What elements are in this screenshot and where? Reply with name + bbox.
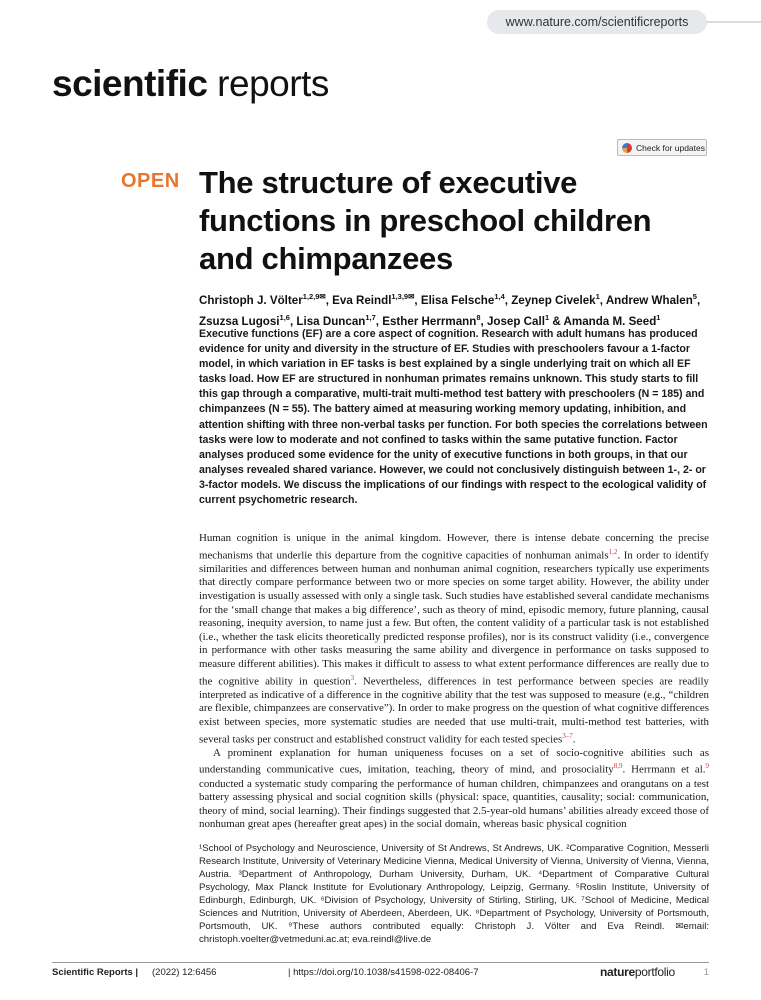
body-text-run: Human cognition is unique in the animal kingdom. However, there is intense debate concerning the precise mechanisms that underlie this departure from the cognitive capacities of nonhuman animals (199, 532, 709, 562)
author-name[interactable]: Josep Call (486, 314, 545, 328)
journal-logo-regular: reports (207, 63, 329, 104)
author-name[interactable]: Zsuzsa Lugosi (199, 314, 280, 328)
author-affiliation-marker: 1,3,9✉ (391, 292, 415, 301)
body-paragraph-2 (199, 747, 709, 832)
author-affiliation-marker: 1 (656, 312, 661, 322)
check-for-updates-label: Check for updates (636, 143, 705, 153)
check-for-updates-button[interactable] (617, 139, 707, 156)
citation-link[interactable]: 8,9 (613, 762, 623, 771)
header-strip (706, 21, 761, 23)
journal-url-tab[interactable]: www.nature.com/scientificreports (487, 10, 707, 34)
journal-logo-bold: scientific (52, 63, 208, 104)
author-affiliation-marker: 1,7 (365, 312, 376, 322)
citation-link[interactable]: 1,2 (608, 547, 618, 556)
journal-logo (52, 64, 329, 104)
author-name[interactable]: Christoph J. Völter (199, 293, 303, 307)
author-name[interactable]: Amanda M. Seed (563, 314, 657, 328)
footer-volume: (2022) 12:6456 (152, 967, 217, 978)
body-text-run: conducted a systematic study comparing the performance of human children, chimpanzees and orangutans on a test battery assessing physical and social cognition skills (physical: space, quantities, causality; social: communication, theory of mind, social learning). Their findings suggested that 2.5-year-old humans’ abilities already exceed those of nonhuman great apes (hereafter great apes) in the social domain, whereas basic physical cognition (199, 777, 709, 831)
crossmark-icon (622, 143, 632, 153)
author-name[interactable]: Zeynep Civelek (511, 293, 596, 307)
body-text-run: . Nevertheless, differences in test performance between species are readily interpreted as indicative of a difference in the cognitive ability that the test was supposed to measure (e.g., “children are flexible, chimpanzees are conservative”). In order to make progress on the question of what cognitive differences exist between species, more systematic studies are needed that use multi-trait, multi-method test batteries, with several tasks per construct and established construct validity for each tested species (199, 675, 709, 746)
affiliations: ¹School of Psychology and Neuroscience, University of St Andrews, St Andrews, UK. ²Comparative Cognition, Messerli Research Institute, University of Veterinary Medicine Vienna, Medical University of Vienna, University of Vienna, Vienna, Austria. ³Department of Anthropology, Durham University, Durham, UK. ⁴Department of Comparative Cultural Psychology, Max Planck Institute for Evolutionary Anthropology, Leipzig, Germany. ⁵Roslin Institute, University of Edinburgh, Edinburgh, UK. ⁶Division of Psychology, University of Stirling, Stirling, UK. ⁷School of Medicine, Medical Sciences and Nutrition, University of Aberdeen, Aberdeen, UK. ⁸Department of Psychology, University of Portsmouth, Portsmouth, UK. ⁹These authors contributed equally: Christoph J. Völter and Eva Reindl. ✉email: christoph.voelter@vetmeduni.ac.at; eva.reindl@live.de (199, 843, 709, 945)
author-affiliation-marker: 1,4 (494, 292, 505, 301)
author-name[interactable]: Andrew Whalen (605, 293, 693, 307)
footer-journal: Scientific Reports | (52, 967, 139, 978)
author-name[interactable]: Esther Herrmann (382, 314, 477, 328)
author-affiliation-marker: 5 (692, 292, 697, 301)
open-access-label: OPEN (121, 170, 180, 192)
body-text-run: A prominent explanation for human uniqueness focuses on a set of socio-cognitive abilities such as understanding communicative cues, imitation, teaching, theory of mind, and prosociality (199, 746, 709, 776)
author-name[interactable]: Elisa Felsche (420, 293, 495, 307)
body-text-run: . (572, 733, 576, 746)
article-title: The structure of executive functions in preschool children and chimpanzees (199, 165, 652, 276)
page-footer (52, 967, 709, 981)
page-number: 1 (703, 967, 709, 978)
body-text (199, 532, 709, 832)
body-text-run: . Herrmann et al. (622, 764, 706, 776)
body-paragraph-1 (199, 532, 709, 747)
author-affiliation-marker: 1 (544, 312, 550, 322)
author-affiliation-marker: 1,2,9✉ (302, 292, 326, 301)
author-affiliation-marker: 1,6 (279, 312, 290, 322)
author-name[interactable]: Lisa Duncan (296, 314, 366, 328)
footer-divider (52, 962, 709, 963)
publisher-logo-regular: portfolio (634, 965, 675, 979)
abstract: Executive functions (EF) are a core aspect of cognition. Research with adult humans has produced evidence for unity and diversity in the structure of EF. Studies with preschoolers favour a 1-factor model, in which variation in EF tasks is best explained by a single underlying trait on which all EF tasks load. How EF are structured in nonhuman primates remains unknown. This study starts to fill this gap through a comparative, multi-trait multi-method test battery with preschoolers (N = 185) and chimpanzees (N = 55). The battery aimed at measuring working memory updating, inhibition, and attention shifting with three non-verbal tasks per function. For both species the correlations between tasks were low to moderate and not confined to tasks within the same putative function. Factor analyses produced some evidence for the unity of executive functions in both groups, in that our analyses revealed shared variance. However, we could not conclusively distinguish between 1-, 2- or 3-factor models. We discuss the implications of our findings with respect to the ecological validity of current psychometric research. (199, 328, 708, 507)
citation-link[interactable]: 9 (705, 762, 710, 771)
author-list: Christoph J. Völter$^{1,2,9✉}$, Eva Reindl$^{1,3,9✉}$, Elisa Felsche$^{1,4}$, Zeynep Civelek$^1$, Andrew Whalen$^5$, Zsuzsa Lugosi$^{1,6}$, Lisa Duncan$^{1,7}$, Esther Herrmann$^8$, Josep Call$^1$ & Amanda M. Seed$^1$ (199, 292, 701, 328)
author-affiliation-marker: 1 (595, 292, 600, 301)
author-affiliation-marker: 8 (476, 312, 481, 322)
citation-link[interactable]: 3 (350, 673, 355, 682)
author-name[interactable]: Eva Reindl (332, 293, 392, 307)
citation-link[interactable]: 3–7 (562, 731, 573, 740)
footer-doi-link[interactable]: | https://doi.org/10.1038/s41598-022-08406-7 (288, 967, 479, 978)
publisher-logo (600, 965, 675, 979)
body-text-run: . In order to identify similarities and differences between human and nonhuman animal cognition, researchers typically use experiments that directly compare performance between two or more species on some target ability. However, the ability under investigation is usually assessed with only a single task. Such studies have established several candidate mechanisms for the ‘small change that makes a big difference’, such as theory of mind, episodic memory, future planning, causal reasoning, inequity aversion, to name just a few. But often, the content validity of a particular task is not established (i.e., whether the task elicits theoretically predicted response profiles), nor is its construct validity (i.e., convergence in performance with other tasks measuring the same ability and divergence in performance on tasks supposed to measure different abilities). This makes it difficult to assess to what extent performance differences are really due to the cognitive ability in question (199, 549, 709, 688)
publisher-logo-bold: nature (600, 965, 635, 979)
